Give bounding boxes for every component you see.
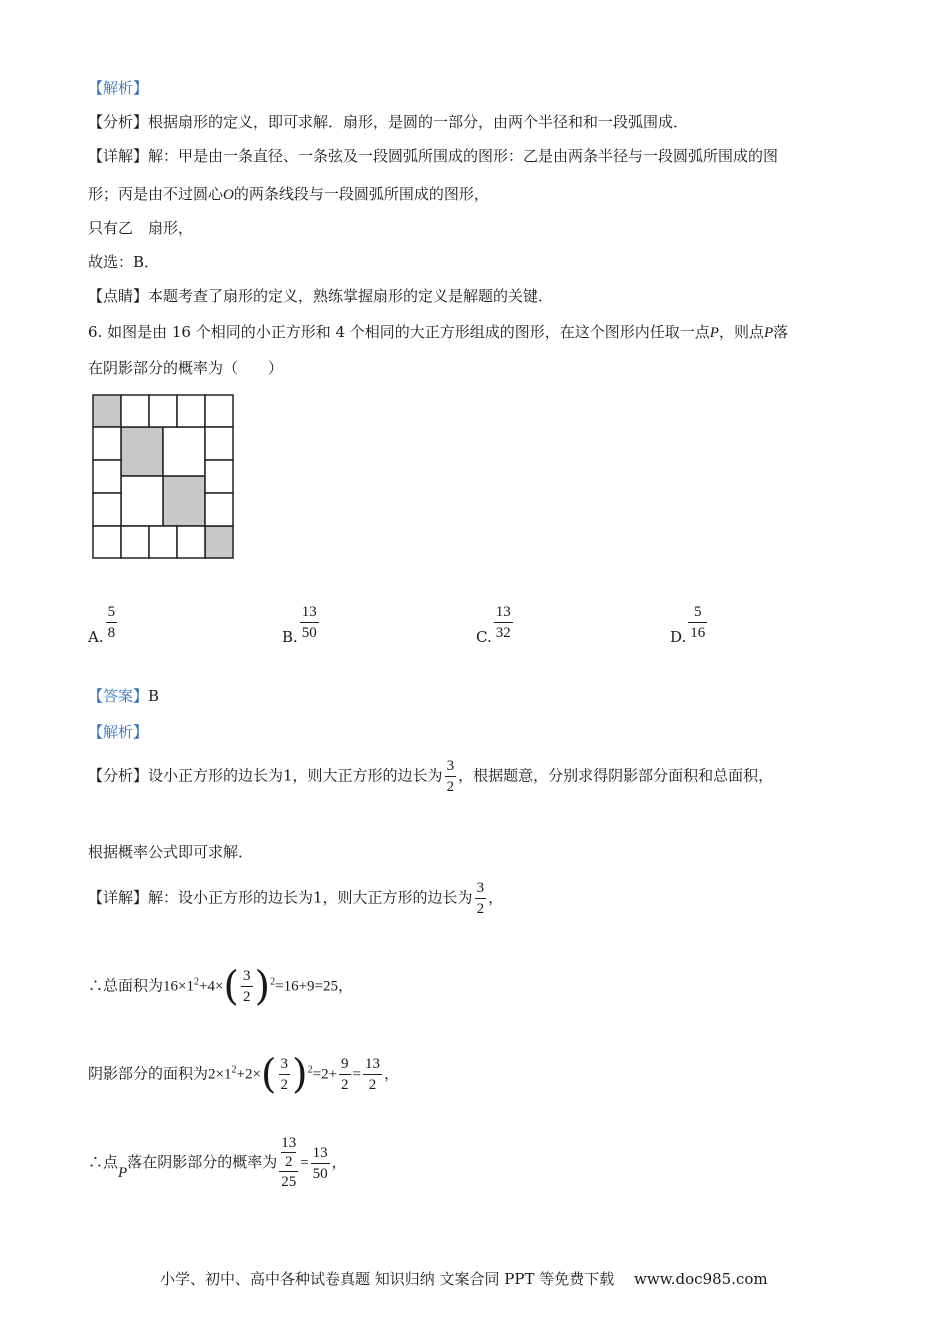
- option-a-label: A.: [88, 628, 104, 646]
- total-suffix: ，: [338, 976, 354, 995]
- shade-area-prefix: 阴影部分的面积为: [88, 1064, 209, 1083]
- option-d-numerator: 5: [694, 603, 702, 620]
- prob-inner-den: 2: [281, 1152, 296, 1171]
- fenxi-tag: 【分析】: [88, 113, 149, 131]
- total-fraction: [241, 966, 253, 1007]
- var-o: O: [223, 187, 234, 203]
- shade-suffix: ，: [384, 1064, 400, 1083]
- line-only-yi: 只有乙 扇形，: [88, 219, 194, 237]
- option-c-label: C.: [476, 628, 492, 646]
- option-b-label: B.: [282, 628, 298, 646]
- xiangjie-paragraph-2: [88, 184, 489, 205]
- total-part-3: =16+9=25: [275, 978, 339, 995]
- total-area-line: [88, 963, 354, 1010]
- prob-inner-fraction: [279, 1134, 298, 1171]
- shade-sup-1: 2: [231, 1064, 237, 1076]
- q6-fenxi-text-a: 设小正方形的边长为1，则大正方形的边长为: [148, 766, 443, 785]
- footer-banner[interactable]: 小学、初中、高中各种试卷真题 知识归纳 文案合同 PPT 等免费下载 www.doc985.com: [160, 1270, 768, 1288]
- shade-frac1-num: 9: [341, 1056, 349, 1072]
- total-area-prefix: ∴总面积为: [88, 976, 164, 995]
- q6-xiangjie-1: [88, 878, 503, 919]
- xiangjie-tag: 【详解】: [88, 147, 149, 165]
- fenxi-text: 根据扇形的定义，即可求解．扇形，是圆的一部分，由两个半径和和一段弧围成．: [148, 113, 689, 131]
- total-sup-2: 2: [270, 976, 276, 988]
- shade-frac2-den: 2: [363, 1074, 382, 1095]
- dianjing-paragraph: [88, 286, 553, 306]
- xiangjie-text-2a: 形；丙是由不过圆心: [88, 185, 224, 203]
- q6-stem-1: [88, 322, 788, 343]
- q6-fenxi-tag: 【分析】: [88, 766, 149, 785]
- dianjing-tag: 【点睛】: [88, 287, 149, 305]
- prob-mid: 落在阴影部分的概率为: [127, 1153, 278, 1171]
- xiangjie-frac-num: 3: [476, 880, 485, 896]
- option-c-numerator: 13: [495, 603, 511, 620]
- option-d[interactable]: [670, 598, 709, 646]
- total-frac-den: 2: [241, 986, 253, 1007]
- large-square-4: [121, 476, 163, 526]
- prob-complex-fraction: [279, 1134, 298, 1192]
- total-sup-1: 2: [193, 976, 199, 988]
- option-c[interactable]: [476, 598, 515, 646]
- dianjing-text: 本题考查了扇形的定义，熟练掌握扇形的定义是解题的关键．: [148, 287, 554, 305]
- total-part-1: 16×1: [163, 978, 194, 995]
- shade-frac2-num: 13: [365, 1056, 381, 1072]
- square-grid-figure: [92, 394, 236, 560]
- shade-frac1-den: 2: [339, 1074, 351, 1095]
- xiangjie-paragraph-1: [88, 146, 778, 166]
- option-d-label: D.: [670, 628, 687, 646]
- shade-part-2: +2×: [236, 1066, 261, 1083]
- left-paren-2: (: [260, 1051, 277, 1098]
- fenxi-fraction-three-halves: [445, 756, 457, 797]
- q6-fenxi-2: 根据概率公式即可求解．: [88, 843, 254, 861]
- total-frac-num: 3: [243, 968, 251, 984]
- fenxi-frac-num: 3: [446, 758, 455, 774]
- xiangjie-text-1: 解：甲是由一条直径、一条弦及一段圆弧所围成的图形：乙是由两条半径与一段圆弧所围成的图: [148, 147, 779, 165]
- option-a-numerator: 5: [107, 603, 116, 620]
- answer-value: B: [148, 687, 160, 705]
- option-a-denominator: 8: [106, 622, 118, 643]
- shade-area-line: [88, 1051, 400, 1098]
- option-b-fraction: [300, 602, 319, 643]
- shade-fraction-three-halves: [279, 1054, 291, 1095]
- shade-frac-den: 2: [279, 1074, 291, 1095]
- answer-tag: 【答案】: [88, 687, 149, 705]
- large-square-3: [163, 427, 205, 476]
- prob-result-den: 50: [311, 1163, 330, 1184]
- option-a-fraction: [106, 602, 118, 643]
- q6-xiangjie-text-a: 解：设小正方形的边长为1，则大正方形的边长为: [148, 888, 473, 907]
- shaded-large-square-2: [163, 476, 205, 526]
- q6-stem-text-a: 6. 如图是由 16 个相同的小正方形和 4 个相同的大正方形组成的图形，在这个图形内任取一点: [88, 323, 710, 341]
- prob-result-num: 13: [312, 1144, 328, 1161]
- option-b[interactable]: [282, 598, 321, 646]
- fenxi-frac-den: 2: [445, 776, 457, 797]
- left-paren: (: [223, 963, 240, 1010]
- q6-fenxi-text-b: ，根据题意，分别求得阴影部分面积和总面积，: [458, 766, 774, 785]
- q6-xiangjie-tag: 【详解】: [88, 888, 149, 907]
- var-p: P: [709, 325, 719, 341]
- xiangjie-frac-den: 2: [475, 898, 487, 919]
- q6-stem-2: 在阴影部分的概率为（ ）: [88, 359, 284, 377]
- shade-sup-2: 2: [307, 1064, 313, 1076]
- prob-eq: =: [300, 1155, 309, 1171]
- prob-prefix: ∴点: [88, 1153, 119, 1171]
- xiangjie-text-2b: 的两条线段与一段圆弧所围成的图形，: [233, 185, 489, 203]
- prob-result-fraction: [311, 1143, 330, 1184]
- prob-inner-num: 13: [281, 1135, 297, 1151]
- option-b-denominator: 50: [300, 622, 319, 643]
- q6-stem-text-c: 落: [773, 323, 789, 341]
- probability-line: [88, 1134, 347, 1192]
- shaded-small-square-top-left: [93, 395, 121, 427]
- xiangjie-fraction-three-halves: [475, 878, 487, 919]
- shade-fraction-thirteen-halves: [363, 1054, 382, 1095]
- q6-xiangjie-text-b: ，: [488, 888, 504, 907]
- option-d-fraction: [688, 602, 707, 643]
- total-part-2: +4×: [198, 978, 224, 995]
- option-c-fraction: [494, 602, 513, 643]
- prob-suffix: ，: [331, 1153, 347, 1171]
- option-d-denominator: 16: [688, 622, 707, 643]
- shade-frac-num: 3: [280, 1056, 289, 1072]
- prob-big-den: 25: [279, 1171, 298, 1192]
- q6-jiexi-tag: 【解析】: [88, 723, 149, 741]
- option-b-numerator: 13: [301, 603, 317, 620]
- option-c-denominator: 32: [494, 622, 513, 643]
- option-a[interactable]: [88, 598, 119, 646]
- line-choose: 故选：B．: [88, 253, 160, 271]
- var-p-2: P: [763, 325, 774, 341]
- shade-eq: =: [352, 1066, 362, 1083]
- shaded-large-square-1: [121, 427, 163, 476]
- shade-part-1: 2×1: [208, 1066, 232, 1083]
- q6-stem-text-b: ，则点: [718, 323, 764, 341]
- shaded-small-square-bottom-right: [205, 526, 233, 558]
- right-paren: ): [254, 963, 271, 1010]
- shade-part-3: =2+: [312, 1066, 338, 1083]
- shade-fraction-nine-halves: [339, 1054, 351, 1095]
- answer-line: [88, 686, 159, 706]
- q6-fenxi-1: [88, 756, 773, 797]
- right-paren-2: ): [292, 1051, 308, 1098]
- fenxi-paragraph: [88, 112, 688, 132]
- prob-var-p: P: [118, 1165, 128, 1181]
- jiexi-tag: 【解析】: [88, 79, 149, 97]
